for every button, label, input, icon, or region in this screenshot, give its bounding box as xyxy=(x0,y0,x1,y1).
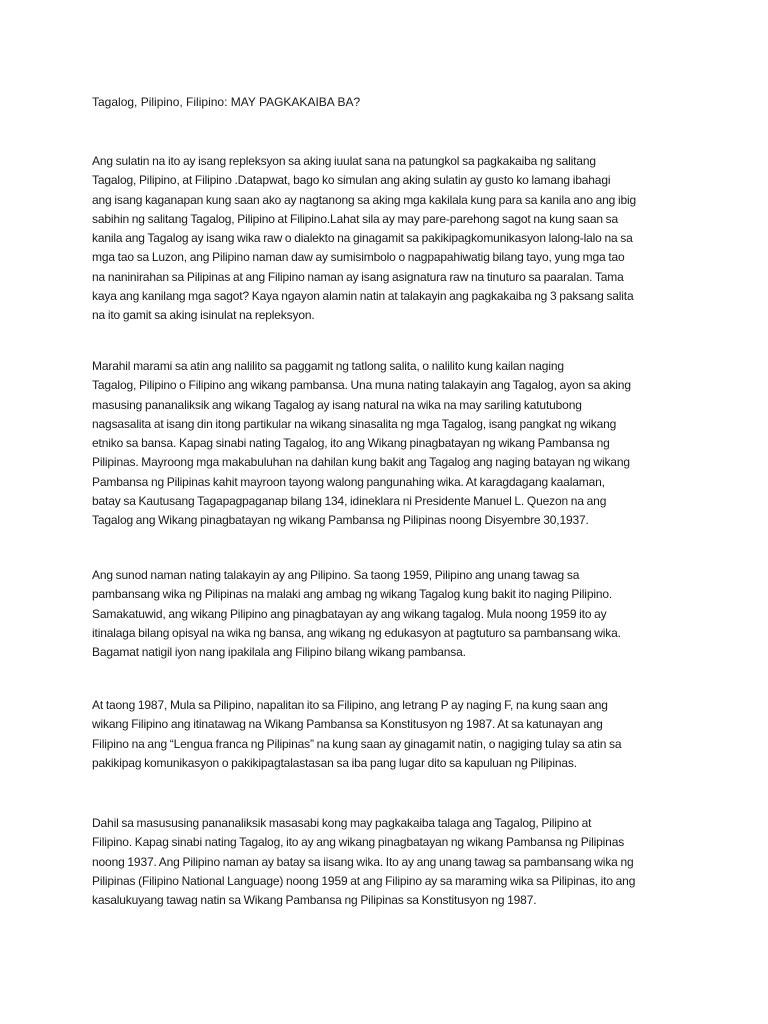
paragraph-introduction: Ang sulatin na ito ay isang repleksyon sa aking iuulat sana na patungkol sa pagkakaiba ng salitang Tagalog, Pilipino, at Filipino .Datapwat, bago ko simulan ang aking sulatin ay gusto ko lamang ibahagi ang isang kaganapan kung saan ako ay nagtanong sa aking mga kakilala kung para sa kanila ano ang ibig sabihin ng salitang Tagalog, Pilipino at Filipino.Lahat sila ay may pare-parehong sagot na kung saan sa kanila ang Tagalog ay isang wika raw o dialekto na ginagamit sa pakikipagkomunikasyon lalong-lalo na sa mga tao sa Luzon, ang Pilipino naman daw ay sumisimbolo o nagpapahiwatig bilang tayo, yung mga tao na naninirahan sa Pilipinas at ang Filipino naman ay isang asignatura raw na tinuturo sa paaralan. Tama kaya ang kanilang mga sagot? Kaya ngayon alamin natin at talakayin ang pagkakaiba ng 3 paksang salita na ito gamit sa aking isinulat na repleksyon. xyxy=(92,154,637,323)
document-title: Tagalog, Pilipino, Filipino: MAY PAGKAKAIBA BA? xyxy=(92,95,361,109)
paragraph-pilipino: Ang sunod naman nating talakayin ay ang Pilipino. Sa taong 1959, Pilipino ang unang tawag sa pambansang wika ng Pilipinas na malaki ang ambag ng wikang Tagalog kung bakit ito naging Pilipino. Samakatuwid, ang wikang Pilipino ang pinagbatayan ay ang wikang tagalog. Mula noong 1959 ito ay itinalaga bilang opisyal na wika ng bansa, ang wikang ng edukasyon at pagtuturo sa pambansang wika. Bagamat natigil iyon nang ipakilala ang Filipino bilang wikang pambansa. xyxy=(92,568,621,660)
paragraph-filipino: At taong 1987, Mula sa Pilipino, napalitan ito sa Filipino, ang letrang P ay naging F, na kung saan ang wikang Filipino ang itinatawag na Wikang Pambansa sa Konstitusyon ng 1987. At sa katunayan ang Filipino na ang “Lengua franca ng Pilipinas” na kung saan ay ginagamit natin, o nagiging tulay sa atin sa pakikipag komunikasyon o pakikipagtalastasan sa iba pang lugar dito sa kapuluan ng Pilipinas. xyxy=(92,698,622,770)
paragraph-tagalog: Marahil marami sa atin ang nalilito sa paggamit ng tatlong salita, o nalilito kung kailan naging Tagalog, Pilipino o Filipino ang wikang pambansa. Una muna nating talakayin ang Tagalog, ayon sa aking masusing pananaliksik ang wikang Tagalog ay isang natural na wika na may sariling katutubong nagsasalita at isang din itong partikular na wikang sinasalita ng mga Tagalog, isang pangkat ng wikang etniko sa bansa. Kapag sinabi nating Tagalog, ito ang Wikang pinagbatayan ng wikang Pambansa ng Pilipinas. Mayroong mga makabuluhan na dahilan kung bakit ang Tagalog ang naging batayan ng wikang Pambansa ng Pilipinas kahit mayroon tayong walong pangunahing wika. At karagdagang kaalaman, batay sa Kautusang Tagapagpaganap bilang 134, idineklara ni Presidente Manuel L. Quezon na ang Tagalog ang Wikang pinagbatayan ng wikang Pambansa ng Pilipinas noong Disyembre 30,1937. xyxy=(92,359,631,528)
paragraph-conclusion: Dahil sa masususing pananaliksik masasabi kong may pagkakaiba talaga ang Tagalog, Pilipino at Filipino. Kapag sinabi nating Tagalog, ito ay ang wikang pinagbatayan ng wikang Pambansa ng Pilipinas noong 1937. Ang Pilipino naman ay batay sa iisang wika. Ito ay ang unang tawag sa pambansang wika ng Pilipinas (Filipino National Language) noong 1959 at ang Filipino ay sa maraming wika sa Pilipinas, ito ang kasalukuyang tawag natin sa Wikang Pambansa ng Pilipinas sa Konstitusyon ng 1987. xyxy=(92,816,636,908)
